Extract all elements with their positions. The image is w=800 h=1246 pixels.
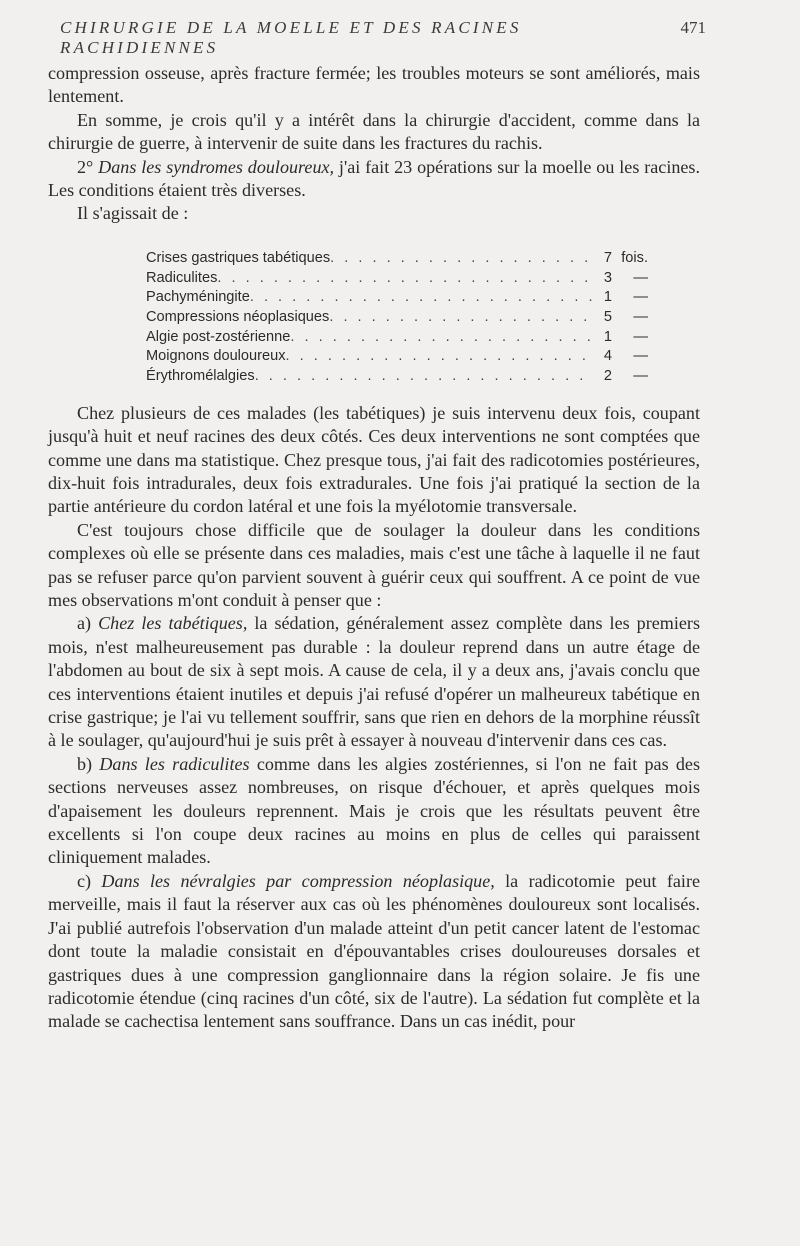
item-letter: a) <box>77 613 99 634</box>
row-label: Crises gastriques tabétiques <box>146 249 331 266</box>
item-text: la radicotomie peut faire merveille, mais il faut la réserver aux cas où les phénomènes douloureux sont localisés. J'ai publié autrefois l'observation d'un malade atteint d'un petit cancer latent de l'estomac dont toute la maladie consistait en d'épouvantables crises douloureuses dorsales et gastriques dues à une compression ganglionnaire dans la région solaire. Je fis une radicotomie étendue (cinq racines d'un côté, six de l'autre). La sédation fut complète et la malade se cachectisa lentement sans souffrance. Dans un cas inédit, pour <box>48 870 700 1032</box>
paragraph-item-a <box>48 612 700 752</box>
section-heading-italic: Dans les syndromes douloureux, <box>98 156 335 177</box>
table-row <box>146 328 648 348</box>
item-heading-italic: Dans les névralgies par compression néoplasique, <box>101 870 495 891</box>
row-label: Radiculites <box>146 269 218 286</box>
item-heading-italic: Dans les radiculites <box>99 753 250 774</box>
table-row <box>146 347 648 367</box>
operations-table <box>146 249 648 387</box>
row-label: Pachyméningite <box>146 289 250 306</box>
table-row <box>146 249 648 269</box>
row-unit: fois. <box>621 249 648 266</box>
row-label: Érythromélalgies <box>146 368 255 385</box>
row-label: Compressions néoplasiques <box>146 308 330 325</box>
row-unit: — <box>633 328 648 345</box>
row-unit: — <box>633 308 648 325</box>
running-title: CHIRURGIE DE LA MOELLE ET DES RACINES RACHIDIENNES <box>60 18 522 57</box>
leader-dots <box>250 288 594 308</box>
paragraph-item-b <box>48 753 700 870</box>
paragraph-painful-syndromes <box>48 156 700 203</box>
item-heading-italic: Chez les tabétiques, <box>98 613 248 634</box>
item-text: la sédation, généralement assez complète dans les premiers mois, n'est malheureusement pas durable : la douleur reprend dans un autre étage de l'abdomen au bout de six à sept mois. A cause de cela, il y a deux ans, j'avais conclu que ces interventions étaient inutiles et depuis j'ai refusé d'opérer un malheureux tabétique en crise gastrique; je l'ai vu tellement souffrir, sans que rien en dehors de la morphine réussît à le soulager, qu'aujourd'hui je suis prêt à essayer à nouveau d'intervenir dans ces cas. <box>48 613 700 751</box>
paragraph-relieving-pain: C'est toujours chose difficile que de soulager la douleur dans les conditions complexes où elle se présente dans ces maladies, mais c'est une tâche à laquelle il ne faut pas se refuser parce qu'on parvient souvent à guérir ceux qui souffrent. A ce point de vue mes observations m'ont conduit à penser que : <box>48 519 700 611</box>
row-count: 1 <box>603 328 612 345</box>
row-label: Moignons douloureux <box>146 348 286 365</box>
table-row <box>146 288 648 308</box>
row-label: Algie post-zostérienne <box>146 328 291 345</box>
leader-dots <box>330 249 594 269</box>
leader-dots <box>290 328 594 348</box>
row-count: 2 <box>603 368 612 385</box>
page-header <box>60 18 706 58</box>
paragraph-continued: compression osseuse, après fracture fermée; les troubles moteurs se sont améliorés, mais lentement. <box>48 63 700 107</box>
paragraph-intro-list: Il s'agissait de : <box>77 203 189 224</box>
page-number: 471 <box>680 18 706 37</box>
row-unit: — <box>633 269 648 286</box>
row-unit: — <box>633 368 648 385</box>
row-count: 1 <box>603 289 612 306</box>
row-count: 3 <box>603 269 612 286</box>
row-count: 5 <box>603 308 612 325</box>
table-row <box>146 269 648 289</box>
leader-dots <box>329 308 594 328</box>
row-count: 4 <box>603 348 612 365</box>
row-count: 7 <box>603 249 612 266</box>
table-row <box>146 367 648 387</box>
item-text: comme dans les algies zostériennes, si l'on ne fait pas des sections nerveuses assez nombreuses, on risque d'échouer, et après quelques mois d'apaisement les douleurs reprennent. Mais je crois que les résultats peuvent être excellents si l'on coupe deux racines au moins en plus de celles qui paraissent cliniquement malades. <box>48 753 700 868</box>
item-letter: b) <box>77 753 100 774</box>
section-number: 2° <box>77 156 99 177</box>
leader-dots <box>217 269 594 289</box>
paragraph-item-c <box>48 870 700 1034</box>
leader-dots <box>255 367 594 387</box>
page-body <box>48 62 700 1034</box>
section-text: j'ai fait 23 opérations sur la moelle ou les racines. Les conditions étaient très diverses. <box>48 156 700 201</box>
item-letter: c) <box>77 870 102 891</box>
leader-dots <box>286 347 594 367</box>
table-row <box>146 308 648 328</box>
row-unit: — <box>633 348 648 365</box>
paragraph-tabetic-interventions: Chez plusieurs de ces malades (les tabétiques) je suis intervenu deux fois, coupant jusqu'à huit et neuf racines des deux côtés. Ces deux interventions ne sont comptées que comme une dans ma statistique. Chez presque tous, j'ai fait des radicotomies postérieures, dix-huit fois intradurales, deux fois extradurales. Une fois j'ai pratiqué la section de la partie antérieure du cordon latéral et une fois la myélotomie transversale. <box>48 402 700 517</box>
paragraph-conclusion: En somme, je crois qu'il y a intérêt dans la chirurgie d'accident, comme dans la chirurgie de guerre, à intervenir de suite dans les fractures du rachis. <box>48 109 700 154</box>
row-unit: — <box>633 289 648 306</box>
